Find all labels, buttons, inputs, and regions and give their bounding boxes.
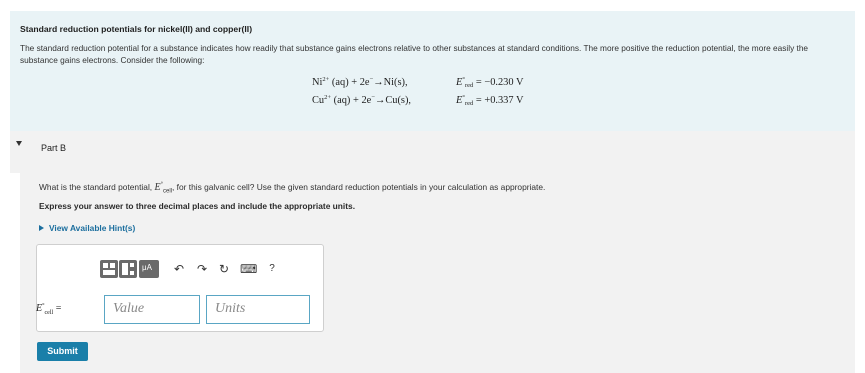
units-tool-button[interactable]: μA <box>139 260 159 278</box>
question-panel <box>20 173 855 373</box>
ecell-label: $E^\circ_{cell}$ = <box>36 303 62 316</box>
view-hints-link[interactable]: View Available Hint(s) <box>39 223 135 233</box>
intro-panel <box>10 11 855 132</box>
caret-right-icon <box>39 225 44 231</box>
template-fraction-icon[interactable] <box>100 260 118 278</box>
template-subscript-icon[interactable] <box>119 260 137 278</box>
reset-icon[interactable]: ↻ <box>218 262 230 276</box>
units-input[interactable]: Units <box>206 295 310 324</box>
potential-copper: $E^\circ_{red} = +0.337$ V <box>456 94 524 107</box>
redo-icon[interactable]: ↷ <box>196 262 208 276</box>
value-input[interactable]: Value <box>104 295 200 324</box>
keyboard-icon[interactable]: ⌨ <box>240 262 258 276</box>
potential-nickel: $E^\circ_{red} = -0.230$ V <box>456 76 524 89</box>
chevron-down-icon <box>16 141 22 146</box>
part-b-header[interactable] <box>10 131 855 173</box>
problem-title: Standard reduction potentials for nickel(II) and copper(II) <box>20 24 253 34</box>
undo-icon[interactable]: ↶ <box>173 262 185 276</box>
question-text: What is the standard potential, $E^\circ_{cell}$, for this galvanic cell? Use the given standard reduction potentials in your calculation as appropriate. <box>39 182 546 195</box>
problem-description: The standard reduction potential for a substance indicates how readily that substance gains electrons relative to other substances at standard conditions. The more positive the reduction potential, the more easily the substance gains electrons. Consider the following: <box>20 43 809 65</box>
submit-button[interactable]: Submit <box>37 342 88 361</box>
part-label: Part B <box>41 143 67 153</box>
reaction-copper: $Cu^{2+}$ (aq) + 2e−→Cu(s), <box>312 94 412 106</box>
help-icon[interactable]: ? <box>269 263 275 274</box>
answer-instruction: Express your answer to three decimal places and include the appropriate units. <box>39 201 356 211</box>
reaction-nickel: $Ni^{2+}$ (aq) + 2e−→Ni(s), <box>312 76 408 88</box>
